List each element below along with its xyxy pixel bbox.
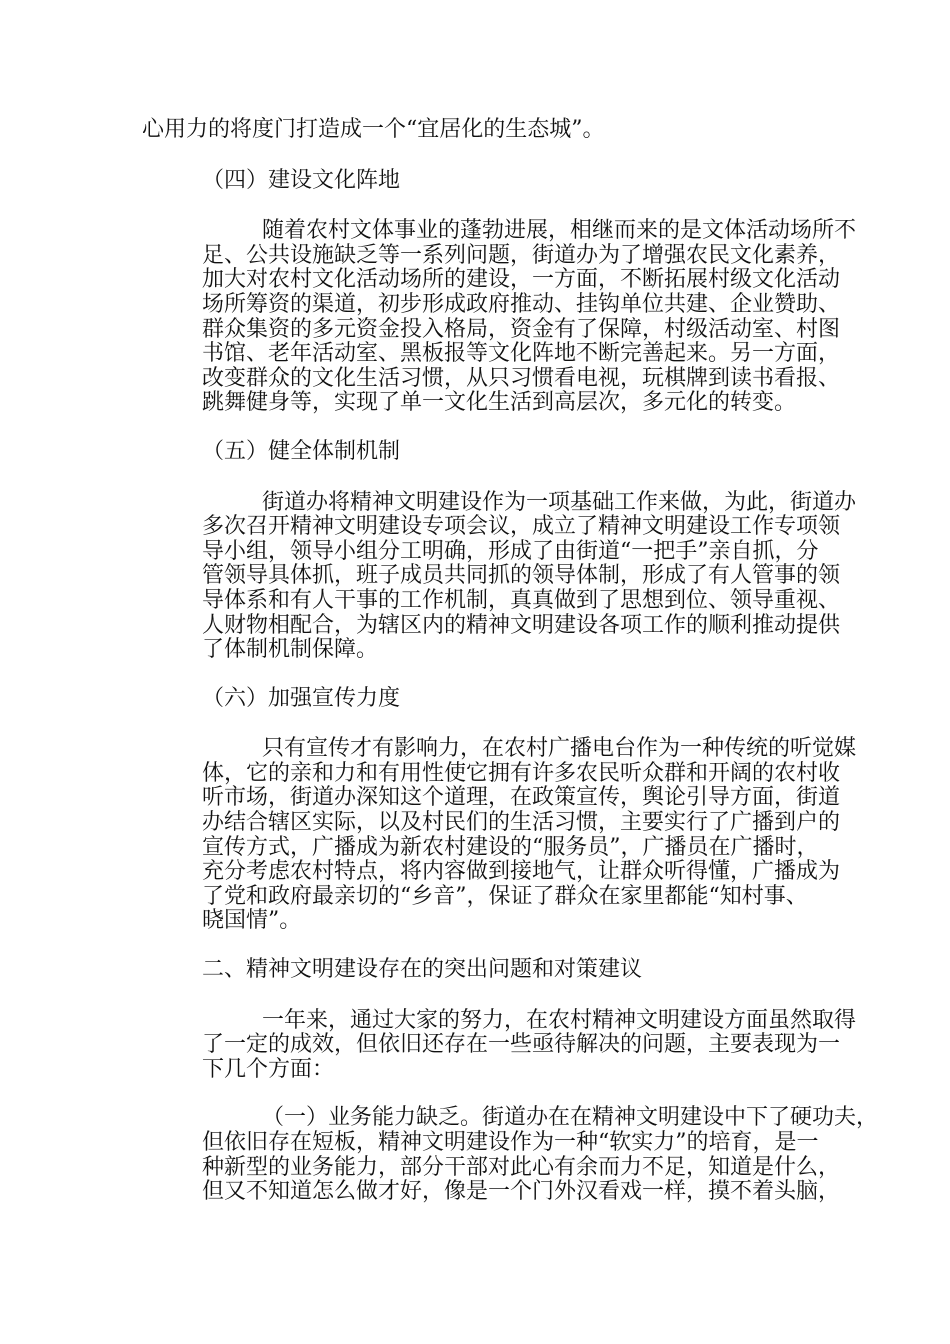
text-line: 加大对农村文化活动场所的建设，一方面，不断拓展村级文化活动 (202, 267, 841, 293)
text-line: 街道办将精神文明建设作为一项基础工作来做，为此，街道办 (262, 489, 857, 515)
text-line: 导体系和有人干事的工作机制，真真做到了思想到位、领导重视、 (202, 587, 841, 613)
text-line: 晓国情”。 (202, 908, 302, 934)
text-line: 人财物相配合，为辖区内的精神文明建设各项工作的顺利推动提供 (202, 612, 841, 638)
text-line: 下几个方面： (202, 1056, 335, 1082)
heading-text: （五）健全体制机制 (202, 438, 401, 464)
text-line: 但又不知道怎么做才好，像是一个门外汉看戏一样，摸不着头脑， (202, 1179, 841, 1205)
text-line: 跳舞健身等，实现了单一文化生活到高层次，多元化的转变。 (202, 390, 797, 416)
text-line: 但依旧存在短板，精神文明建设作为一种“软实力”的培育，是一 (202, 1130, 819, 1155)
section-heading-4 (142, 169, 808, 194)
text-line: 一年来，通过大家的努力，在农村精神文明建设方面虽然取得 (262, 1007, 857, 1033)
text-line: 场所筹资的渠道，初步形成政府推动、挂钩单位共建、企业赞助、 (202, 291, 841, 317)
text-line: 书馆、老年活动室、黑板报等文化阵地不断完善起来。另一方面， (202, 341, 841, 367)
paragraph-culture (142, 218, 857, 416)
text-line: 办结合辖区实际，以及村民们的生活习惯，主要实行了广播到户的 (202, 810, 841, 836)
text-line: 管领导具体抓，班子成员共同抓的领导体制，形成了有人管事的领 (202, 563, 841, 589)
text-line: 群众集资的多元资金投入格局，资金有了保障，村级活动室、村图 (202, 316, 841, 342)
section-heading-6 (142, 687, 808, 712)
text-line: 了党和政府最亲切的“乡音”，保证了群众在家里都能“知村事、 (202, 883, 808, 909)
text-line: 种新型的业务能力，部分干部对此心有余而力不足，知道是什么， (202, 1154, 841, 1180)
text-line: 心用力的将度门打造成一个“宜居化的生态城”。 (142, 117, 605, 142)
chapter-heading-2 (142, 958, 808, 983)
heading-text: （四）建设文化阵地 (202, 167, 401, 193)
heading-text: 二、精神文明建设存在的突出问题和对策建议 (202, 957, 643, 983)
text-line: 了体制机制保障。 (202, 637, 379, 663)
text-line: 宣传方式，广播成为新农村建设的“服务员”，广播员在广播时， (202, 834, 819, 860)
text-line: 导小组，领导小组分工明确，形成了由街道“一把手”亲自抓，分 (202, 538, 819, 564)
text-line: 足、公共设施缺乏等一系列问题，街道办为了增强农民文化素养， (202, 242, 841, 268)
text-line: 多次召开精神文明建设专项会议，成立了精神文明建设工作专项领 (202, 514, 841, 540)
text-line: 了一定的成效，但依旧还存在一些亟待解决的问题，主要表现为一 (202, 1032, 841, 1058)
paragraph-mechanism (142, 489, 857, 663)
text-line: 改变群众的文化生活习惯，从只习惯看电视，玩棋牌到读书看报、 (202, 365, 841, 391)
heading-text: （六）加强宣传力度 (202, 685, 401, 711)
text-line: 只有宣传才有影响力，在农村广播电台作为一种传统的听觉媒 (262, 736, 857, 762)
section-heading-5 (142, 440, 808, 465)
text-line: （一）业务能力缺乏。街道办在在精神文明建设中下了硬功夫， (262, 1105, 879, 1131)
text-line: 充分考虑农村特点，将内容做到接地气，让群众听得懂，广播成为 (202, 859, 841, 885)
document-body (142, 117, 879, 1229)
paragraph-problem-1 (142, 1105, 879, 1205)
paragraph-problems-intro (142, 1007, 857, 1083)
text-line: 听市场，街道办深知这个道理，在政策宣传，舆论引导方面，街道 (202, 785, 841, 811)
paragraph-publicity (142, 736, 857, 934)
text-line: 随着农村文体事业的蓬勃进展，相继而来的是文体活动场所不 (262, 218, 857, 244)
text-line: 体，它的亲和力和有用性使它拥有许多农民听众群和开阔的农村收 (202, 760, 841, 786)
paragraph-continuation (142, 118, 808, 143)
